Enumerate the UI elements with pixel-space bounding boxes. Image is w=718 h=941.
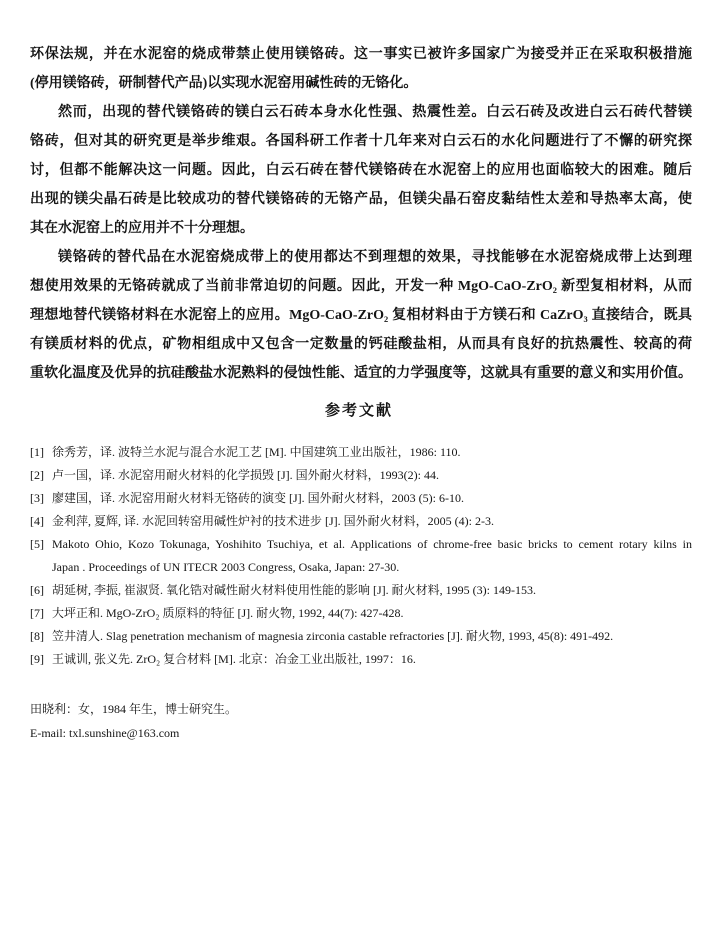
reference-number: [5]: [30, 537, 44, 551]
paragraph-line: 理想地替代镁铬材料在水泥窑上的应用。MgO-CaO-ZrO₂ 复相材料由于方镁石和 CaZrO₃ 直接结合，既具: [30, 308, 692, 323]
paragraph-line: 重软化温度及优异的抗硅酸盐水泥熟料的侵蚀性能、适宜的力学强度等，这就具有重要的意义和实用价值。: [30, 366, 692, 381]
paragraph-line: (停用镁铬砖，研制替代产品)以实现水泥窑用碱性砖的无铬化。: [30, 76, 418, 91]
reference-number: [8]: [30, 629, 44, 643]
body-paragraph: [30, 243, 692, 388]
reference-item: [30, 487, 692, 510]
reference-line: 金利萍, 夏辉, 译. 水泥回转窑用碱性炉衬的技术进步 [J]. 国外耐火材料，2005 (4): 2-3.: [52, 514, 494, 528]
paragraph-line: 环保法规，并在水泥窑的烧成带禁止使用镁铬砖。这一事实已被许多国家广为接受并正在采取积极措施: [30, 47, 692, 62]
paragraph-line: 其在水泥窑上的应用并不十分理想。: [30, 221, 254, 236]
reference-item: [30, 579, 692, 602]
reference-text: [52, 533, 692, 579]
author-note: [30, 697, 690, 745]
reference-line: 大坪正和. MgO-ZrO₂ 质原料的特征 [J]. 耐火物, 1992, 44(7): 427-428.: [52, 606, 404, 620]
reference-item: [30, 441, 692, 464]
body-text: [30, 40, 692, 388]
reference-number: [3]: [30, 491, 44, 505]
reference-number: [6]: [30, 583, 44, 597]
reference-item: [30, 464, 692, 487]
reference-line: 笠井清人. Slag penetration mechanism of magnesia zirconia castable refractories [J]. 耐火物, 1993, 45(8): 491-492.: [52, 629, 614, 643]
reference-item: [30, 625, 692, 648]
reference-line: Makoto Ohio, Kozo Tokunaga, Yoshihito Tsuchiya, et al. Applications of chrome-free basic bricks to cement rotary kilns in: [52, 537, 692, 551]
references-heading: 参考文献: [324, 403, 393, 419]
reference-text: [52, 510, 692, 533]
paragraph-line: 然而，出现的替代镁铬砖的镁白云石砖本身水化性强、热震性差。白云石砖及改进白云石砖代替镁: [58, 105, 692, 120]
paragraph-line: 想使用效果的无铬砖就成了当前非常迫切的问题。因此，开发一种 MgO-CaO-ZrO₂ 新型复相材料，从而: [30, 279, 692, 294]
reference-number: [4]: [30, 514, 44, 528]
reference-text: [52, 464, 692, 487]
author-email: E-mail: txl.sunshine@163.com: [30, 726, 180, 740]
reference-text: [52, 487, 692, 510]
paragraph-line: 出现的镁尖晶石砖是比较成功的替代镁铬砖的无铬产品，但镁尖晶石窑皮黏结性太差和导热率太高，使: [30, 192, 692, 207]
reference-text: [52, 648, 692, 671]
reference-line: 王诚训, 张义先. ZrO₂ 复合材料 [M]. 北京：冶金工业出版社, 1997：16.: [52, 652, 416, 666]
reference-number: [7]: [30, 606, 44, 620]
body-paragraph: [30, 40, 692, 98]
reference-number: [9]: [30, 652, 44, 666]
reference-number: [2]: [30, 468, 44, 482]
paragraph-line: 有镁质材料的优点，矿物相组成中又包含一定数量的钙硅酸盐相，从而具有良好的抗热震性、较高的荷: [30, 337, 692, 352]
reference-text: [52, 625, 692, 648]
author-bio: 田晓利：女，1984 年生，博士研究生。: [30, 702, 238, 716]
reference-line: 徐秀芳，译. 波特兰水泥与混合水泥工艺 [M]. 中国建筑工业出版社，1986: 110.: [52, 445, 461, 459]
reference-text: [52, 602, 692, 625]
paragraph-line: 铬砖，但对其的研究更是举步维艰。各国科研工作者十几年来对白云石的水化问题进行了不懈的研究探: [30, 134, 692, 149]
paragraph-line: 镁铬砖的替代品在水泥窑烧成带上的使用都达不到理想的效果，寻找能够在水泥窑烧成带上达到理: [58, 250, 692, 265]
references-list: [30, 441, 692, 671]
reference-number: [1]: [30, 445, 44, 459]
reference-item: [30, 533, 692, 579]
reference-text: [52, 441, 692, 464]
body-paragraph: [30, 98, 692, 243]
paragraph-line: 讨，但都不能解决这一问题。因此，白云石砖在替代镁铬砖在水泥窑上的应用也面临较大的困难。随后: [30, 163, 692, 178]
reference-line: 卢一国，译. 水泥窑用耐火材料的化学损毁 [J]. 国外耐火材料，1993(2): 44.: [52, 468, 439, 482]
reference-line: 胡延树, 李振, 崔淑贤. 氧化锆对碱性耐火材料使用性能的影响 [J]. 耐火材料, 1995 (3): 149-153.: [52, 583, 536, 597]
reference-item: [30, 510, 692, 533]
reference-line: Japan . Proceedings of UN ITECR 2003 Congress, Osaka, Japan: 27-30.: [52, 560, 400, 574]
reference-text: [52, 579, 692, 602]
reference-item: [30, 602, 692, 625]
reference-item: [30, 648, 692, 671]
reference-line: 廖建国，译. 水泥窑用耐火材料无铬砖的演变 [J]. 国外耐火材料，2003 (5): 6-10.: [52, 491, 464, 505]
